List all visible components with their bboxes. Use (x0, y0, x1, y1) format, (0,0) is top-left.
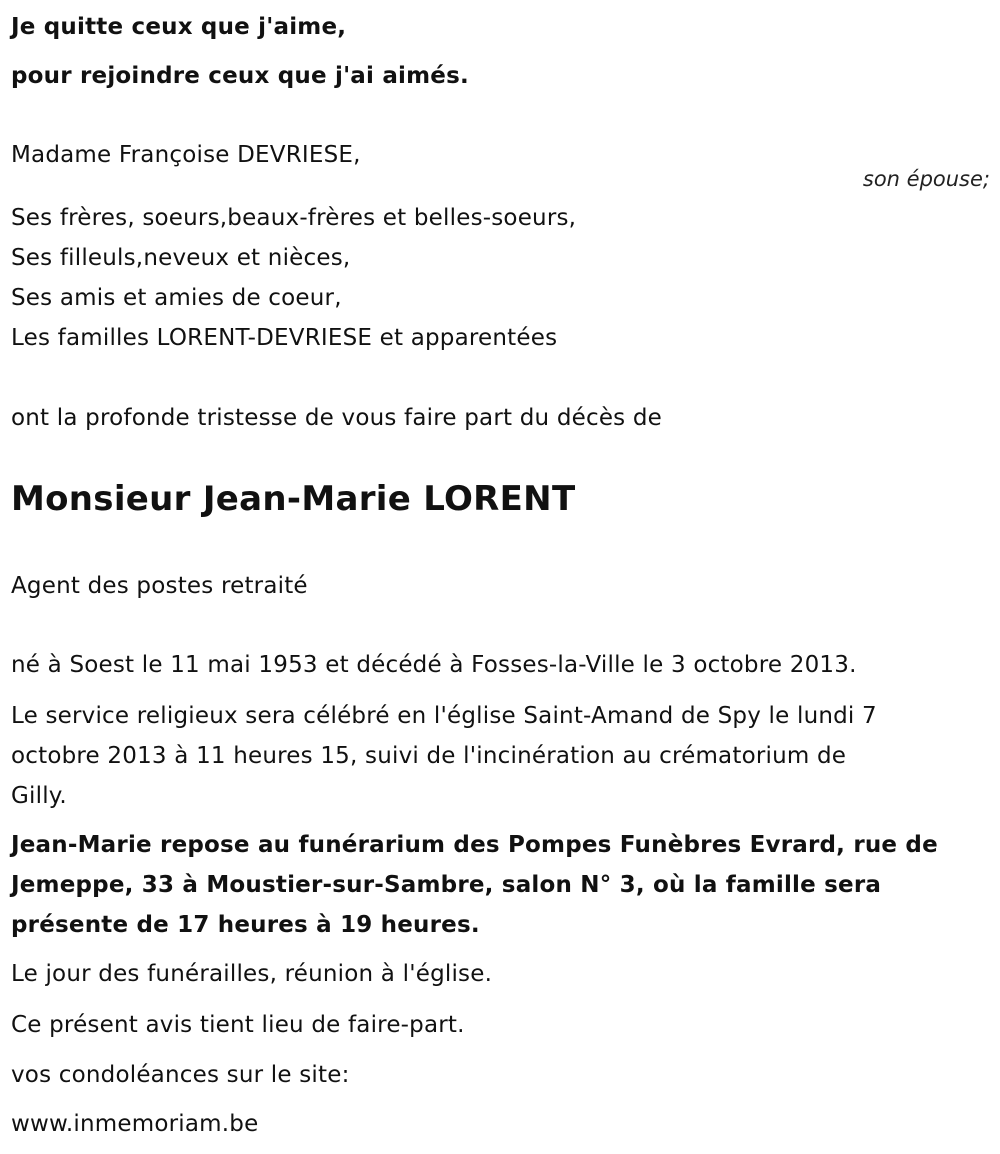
epigraph-line-1: Je quitte ceux que j'aime, (11, 14, 347, 40)
condolences-label: vos condoléances sur le site: (11, 1062, 350, 1088)
visitation-line: Jemeppe, 33 à Moustier-sur-Sambre, salon N° 3, où la famille sera (11, 872, 882, 898)
wife-relation: son épouse; (862, 167, 990, 191)
family-member: Ses filleuls,neveux et nièces, (11, 245, 351, 271)
family-member: Ses amis et amies de coeur, (11, 285, 342, 311)
service-line: Gilly. (11, 783, 67, 809)
website-link[interactable]: www.inmemoriam.be (11, 1111, 259, 1137)
service-line: octobre 2013 à 11 heures 15, suivi de l'incinération au crématorium de (11, 743, 847, 769)
notice-statement: Ce présent avis tient lieu de faire-part. (11, 1012, 465, 1038)
epigraph-line-2: pour rejoindre ceux que j'ai aimés. (11, 63, 469, 89)
funeral-meeting: Le jour des funérailles, réunion à l'église. (11, 961, 493, 987)
service-line: Le service religieux sera célébré en l'église Saint-Amand de Spy le lundi 7 (11, 703, 877, 729)
visitation-line: Jean-Marie repose au funérarium des Pompes Funèbres Evrard, rue de (11, 832, 938, 858)
announcement: ont la profonde tristesse de vous faire part du décès de (11, 405, 663, 431)
wife-name: Madame Françoise DEVRIESE, (11, 142, 361, 168)
visitation-line: présente de 17 heures à 19 heures. (11, 912, 480, 938)
birth-death: né à Soest le 11 mai 1953 et décédé à Fosses-la-Ville le 3 octobre 2013. (11, 652, 857, 678)
occupation: Agent des postes retraité (11, 573, 308, 599)
family-member: Les familles LORENT-DEVRIESE et apparentées (11, 325, 558, 351)
deceased-name: Monsieur Jean-Marie LORENT (11, 479, 576, 519)
family-member: Ses frères, soeurs,beaux-frères et belles-soeurs, (11, 205, 577, 231)
